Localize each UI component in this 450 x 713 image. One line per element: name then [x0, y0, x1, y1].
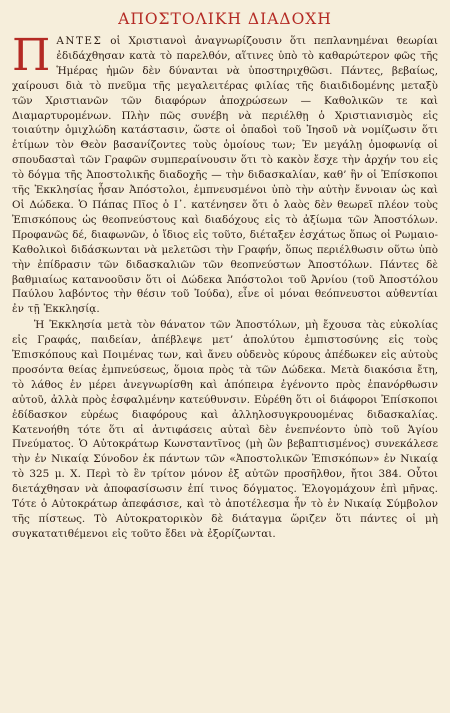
- paragraph-2: Ἡ Ἐκκλησία μετὰ τὸν θάνατον τῶν Ἀποστόλων, μὴ ἔχουσα τὰς εὐκολίας εἰς Γραφάς, παιδείαν, ἀπέβλεψε μετ’ ἀπολύτου ἐμπιστοσύνης εἰς τοὺς Ἐπισκόπους καὶ Ποιμένας των, καὶ ἄνευ οὐδενὸς κύρους ἀπέδωκεν εἰς αὐτοὺς προσόντα θείας ἐμπνεύσεως, ὅμοια πρὸς τὰ τῶν Δώδεκα. Μετὰ διακόσια ἔτη, τὸ λάθος ἐν μέρει ἀνεγνωρίσθη καὶ ἀπόπειρα ἐγένοντο πρὸς ἐπανόρθωσιν αὐτοῦ, ἀλλὰ πρὸς ἐσφαλμένην κατεύθυνσιν. Εὑρέθη ὅτι οἱ διάφοροι Ἐπίσκοποι ἐδίδασκον εὐρέως διαφόρους καὶ ἀλληλοσυγκρουομένας διδασκαλίας. Κατενοήθη τότε ὅτι αἱ ἀντιφάσεις αὐταὶ δὲν ἐνεπνέοντο ὑπὸ τοῦ Ἁγίου Πνεύματος. Ὁ Αὐτοκράτωρ Κωνσταντῖνος (μὴ ὢν βεβαπτισμένος) συνεκάλεσε τὴν ἐν Νικαίᾳ Σύνοδον ἐκ πάντων τῶν «Ἀποστολικῶν Ἐπισκόπων» ἐν Νικαίᾳ τὸ 325 μ. Χ. Περὶ τὸ ἓν τρίτον μόνον ἐξ αὐτῶν προσῆλθον, ἤτοι 384. Οὗτοι διετάχθησαν νὰ ἀποφασίσωσιν ἐπί τινος δόγματος. Ἐλογομάχουν ἐπὶ μῆνας. Τότε ὁ Αὐτοκράτωρ ἀπεφάσισε, καὶ τὸ ἀποτέλεσμα ἦν τὸ ἐν Νικαίᾳ Σύμβολον τῆς πίστεως. Τὸ Αὐτοκρατορικὸν δὲ διάταγμα ὥριζεν ὅτι πάντες οἱ μὴ συγκατατιθέμενοι εἰς τοῦτο ἔδει νὰ ἐξορίζωνται.: [12, 319, 438, 540]
- drop-cap: Π: [12, 30, 51, 81]
- first-word: ΑΝΤΕΣ: [56, 35, 103, 47]
- paragraph-1-text-b: Ὁ Πάπας Πῖος ὁ Ι᾽. κατένησεν ὅτι ὁ λαὸς δὲν θεωρεῖ πλέον τοὺς Ἐπισκόπους ὡς θεοπνεύστους καὶ διαδόχους εἰς τὸ ἀξίωμα τῶν Ἀποστόλων. Προφανῶς δέ, διαφωνῶν, ὁ ἴδιος εἰς τοῦτο, διέταξεν ἐσχάτως ὅπως οἱ Ρωμαιο-Καθολικοὶ διδάσκωνται νὰ μελετῶσι τὴν Γραφήν, ὅπως περιέλθωσιν οὕτω ὑπὸ τὴν ἐπίδρασιν τῶν διδασκαλιῶν τῶν θεοπνεύστων Ἀποστόλων. Πάντες δὲ βαθμιαίως κατανοοῦσιν ὅτι οἱ Δώδεκα Ἀπόστολοι τοῦ Ἀρνίου (τοῦ Ἀποστόλου Παύλου λαβόντος τὴν θέσιν τοῦ Ἰούδα), εἶνε οἱ μόναι θεόπνευστοι αὐθεντίαι ἐν τῇ Ἐκκλησίᾳ.: [12, 198, 438, 316]
- page-title: ΑΠΟΣΤΟΛΙΚΗ ΔΙΑΔΟΧΗ: [118, 10, 332, 28]
- paragraph-1-text-a: οἱ Χριστιανοὶ ἀναγνωρίζουσιν ὅτι πεπλανημέναι θεωρίαι ἐδιδάχθησαν κατὰ τὸ παρελθόν, αἵτινες ὑπὸ τὸ καθαρώτερον φῶς τῆς Ἡμέρας ἡμῶν δὲν δύνανται νὰ ὑποστηριχθῶσι. Πάντες, βεβαίως, χαίρουσι διὰ τὸ πνεῦμα τῆς μεγαλειτέρας φιλίας τῆς διαιδιδομένης μεταξὺ τῶν Χριστιανῶν τῶν διαφόρων ἀποχρώσεων — Καθολικῶν τε καὶ Διαμαρτυρομένων. Πλὴν πῶς συνέβη νὰ περιέλθῃ ὁ Χριστιανισμὸς εἰς τοιαύτην ὁμιχλώδη κατάστασιν, ὥστε οἱ ὀπαδοὶ τοῦ Ἰησοῦ νὰ νομίζωσιν ὅτι ἐτίμων τὸν Θεὸν βασανίζοντες τοὺς ὁμοίους των; Ἐν μεγάλῃ ὁμοφωνίᾳ οἱ σπουδασταὶ τῶν Γραφῶν συμπεραίνουσιν ὅτι τὸ κακὸν ἔσχε τὴν ἀρχήν του εἰς τὸ δόγμα τῆς Ἀποστολικῆς διαδοχῆς — τὴν διδασκαλίαν, καθ’ ἣν οἱ Ἐπίσκοποι τῆς Ἐκκλησίας ἦσαν Ἀπόστολοι, ἐμπνευσμένοι ὑπὸ τὴν αὐτὴν ἔννοιαν ὡς καὶ Οἱ Δώδεκα.: [12, 35, 438, 211]
- paragraph-1: [12, 30, 438, 317]
